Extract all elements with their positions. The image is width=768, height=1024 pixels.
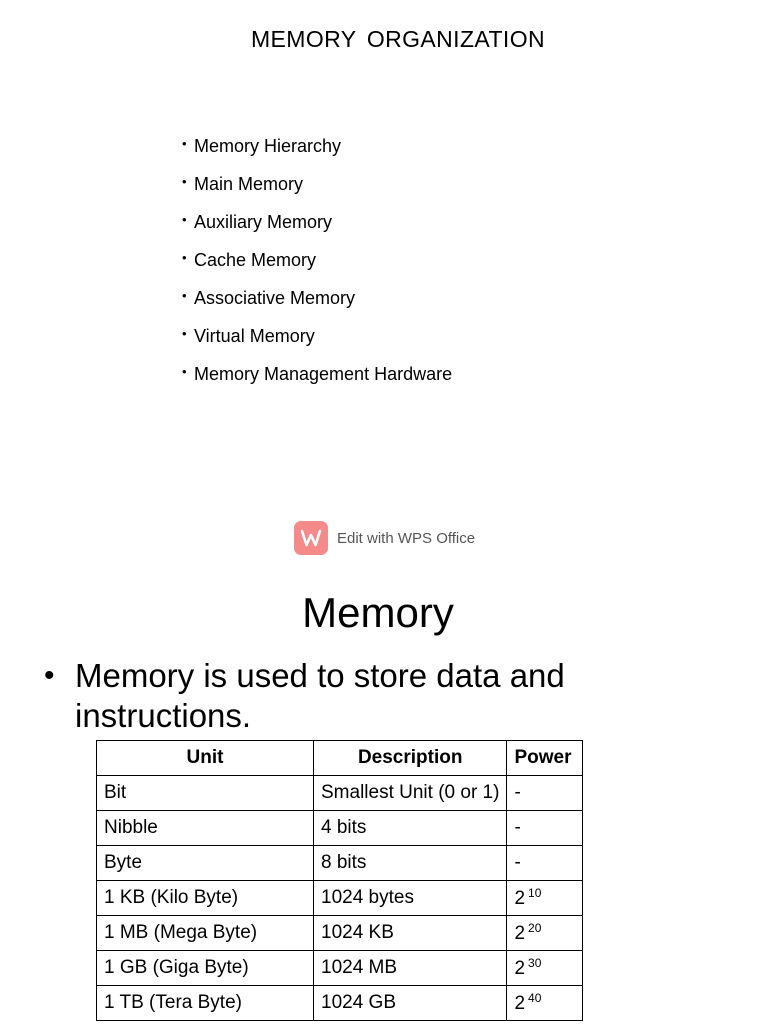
bullet-icon: • [182, 288, 187, 303]
topic-label: Memory Management Hardware [194, 364, 453, 384]
power-base: 2 [514, 993, 526, 1014]
table-header-row [97, 741, 583, 776]
power-base: - [514, 782, 521, 803]
cell-unit: 1 TB (Tera Byte) [97, 986, 314, 1021]
list-item [182, 172, 452, 210]
bullet-icon: • [182, 326, 187, 341]
header-power: Power [507, 741, 583, 776]
cell-description: 8 bits [314, 846, 507, 881]
header-unit: Unit [97, 741, 314, 776]
wps-logo-icon [294, 521, 328, 555]
bullet-icon: • [182, 250, 187, 265]
cell-description: 1024 MB [314, 951, 507, 986]
table-row [97, 951, 583, 986]
cell-description: 1024 KB [314, 916, 507, 951]
list-item [182, 210, 452, 248]
cell-power [507, 916, 583, 951]
topic-list [182, 134, 452, 400]
topic-label: Associative Memory [194, 288, 356, 308]
list-item [182, 286, 452, 324]
cell-description: Smallest Unit (0 or 1) [314, 776, 507, 811]
list-item [182, 362, 452, 400]
cell-description: 4 bits [314, 811, 507, 846]
bullet-icon: • [182, 212, 187, 227]
cell-power [507, 986, 583, 1021]
table-row [97, 916, 583, 951]
power-exponent: 20 [528, 921, 542, 935]
bullet-icon: • [182, 364, 187, 379]
power-base: - [514, 852, 521, 873]
power-base: 2 [514, 923, 526, 944]
cell-unit: 1 KB (Kilo Byte) [97, 881, 314, 916]
table-row [97, 881, 583, 916]
power-base: 2 [514, 958, 526, 979]
cell-description: 1024 bytes [314, 881, 507, 916]
slide-bullet [44, 656, 644, 736]
topic-label: Main Memory [194, 174, 304, 194]
slide-bullet-text: Memory is used to store data and instructions. [75, 657, 565, 734]
cell-power [507, 846, 583, 881]
list-item [182, 248, 452, 286]
table-row [97, 986, 583, 1021]
list-item [182, 134, 452, 172]
list-item [182, 324, 452, 362]
table-row [97, 776, 583, 811]
cell-power [507, 776, 583, 811]
power-exponent: 10 [528, 886, 542, 900]
topic-label: Memory Hierarchy [194, 136, 342, 156]
bullet-icon: • [44, 659, 55, 692]
wps-edit-badge[interactable] [294, 521, 475, 555]
table-row [97, 846, 583, 881]
cell-unit: Byte [97, 846, 314, 881]
page-title: MEMORY ORGANIZATION [250, 26, 545, 52]
slide-heading: Memory [302, 589, 454, 636]
topic-label: Auxiliary Memory [194, 212, 333, 232]
power-exponent: 30 [528, 956, 542, 970]
cell-unit: Bit [97, 776, 314, 811]
power-base: - [514, 817, 521, 838]
memory-units-table [96, 740, 583, 1021]
header-description: Description [314, 741, 507, 776]
table-row [97, 811, 583, 846]
bullet-icon: • [182, 136, 187, 151]
cell-unit: 1 GB (Giga Byte) [97, 951, 314, 986]
power-exponent: 40 [528, 991, 542, 1005]
topic-label: Virtual Memory [194, 326, 315, 346]
wps-badge-label: Edit with WPS Office [337, 529, 476, 547]
cell-unit: 1 MB (Mega Byte) [97, 916, 314, 951]
topic-label: Cache Memory [194, 250, 317, 270]
cell-power [507, 881, 583, 916]
cell-power [507, 951, 583, 986]
cell-description: 1024 GB [314, 986, 507, 1021]
cell-unit: Nibble [97, 811, 314, 846]
power-base: 2 [514, 888, 526, 909]
cell-power [507, 811, 583, 846]
bullet-icon: • [182, 174, 187, 189]
